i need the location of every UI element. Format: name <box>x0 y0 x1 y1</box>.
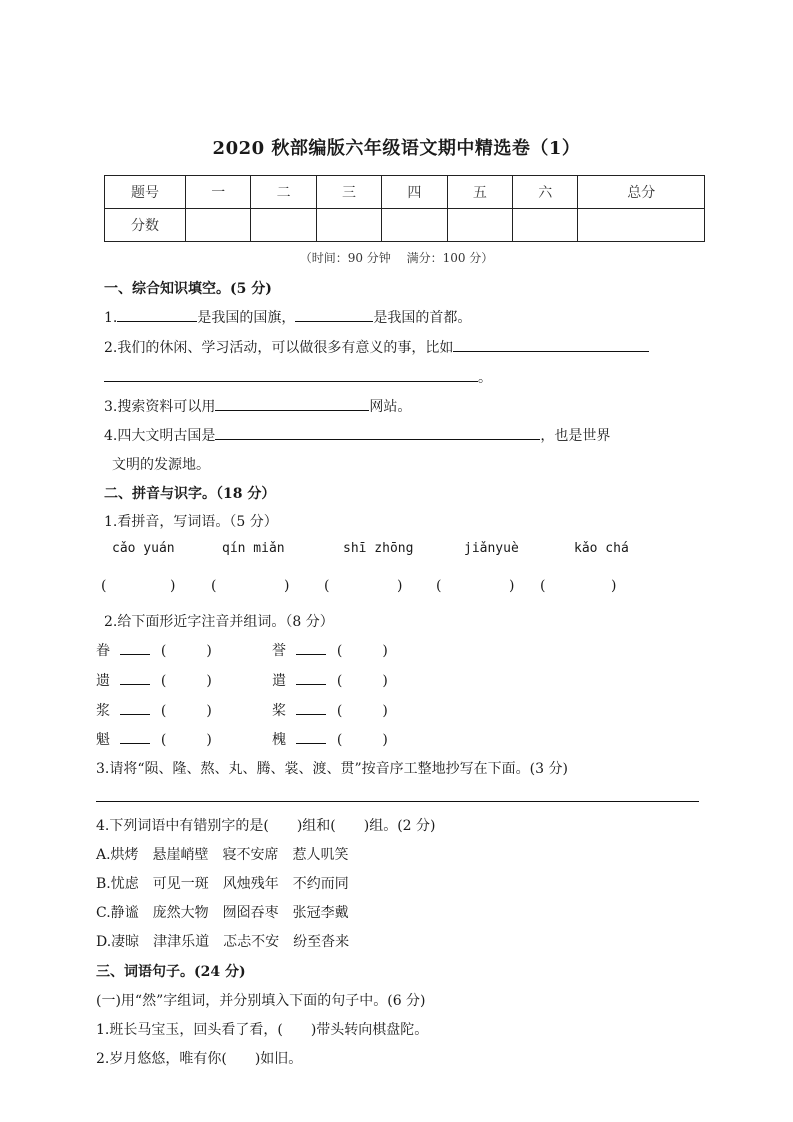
char-right: 槐 <box>272 732 286 748</box>
s1-q4-text: 4.四大文明古国是 <box>104 428 216 444</box>
s1-q2-text: 2.我们的休闲、学习活动，可以做很多有意义的事，比如 <box>104 340 454 356</box>
score-cell[interactable] <box>186 209 251 242</box>
page-title: 2020 秋部编版六年级语文期中精选卷（1） <box>212 138 581 159</box>
answer-blank[interactable] <box>296 670 326 685</box>
answer-blank[interactable] <box>296 640 326 655</box>
score-table <box>104 175 705 242</box>
char-row <box>272 640 388 660</box>
section-2-heading: 二、拼音与识字。（18 分） <box>104 486 276 502</box>
score-table-value-row <box>105 209 705 242</box>
option-d[interactable]: D.凄晾 津津乐道 忑忐不安 纷至沓来 <box>96 934 350 950</box>
paren-open: ( <box>336 703 343 719</box>
s2-q1-title: 1.看拼音，写词语。（5 分） <box>104 514 278 530</box>
paren-close: ) <box>382 673 388 689</box>
paren-close: ) <box>170 578 176 594</box>
option-a[interactable]: A.烘烤 悬崖峭壁 寝不安席 惹人叽笑 <box>96 847 349 863</box>
paren-close: ) <box>382 732 388 748</box>
answer-line[interactable] <box>96 801 699 802</box>
answer-blank[interactable] <box>120 700 150 715</box>
paren-open: ( <box>160 673 167 689</box>
score-header-cell: 五 <box>447 176 512 209</box>
s2-q2-title: 2.给下面形近字注音并组词。（8 分） <box>104 614 334 630</box>
s1-q1-mid: 是我国的国旗， <box>197 310 296 326</box>
paren-open: ( <box>336 732 343 748</box>
option-c[interactable]: C.静谧 庞然大物 囫囵吞枣 张冠李戴 <box>96 905 349 921</box>
s1-q1 <box>104 307 471 327</box>
char-row <box>272 700 388 720</box>
char-right: 遣 <box>272 673 286 689</box>
paren-open: ( <box>336 643 343 659</box>
score-header-cell: 总分 <box>578 176 705 209</box>
answer-blank[interactable] <box>117 307 197 322</box>
score-header-cell: 四 <box>382 176 447 209</box>
answer-blank[interactable] <box>120 729 150 744</box>
paren-open: ( <box>160 643 167 659</box>
s1-q2 <box>104 337 649 357</box>
s1-q3-text: 3.搜索资料可以用 <box>104 399 216 415</box>
char-row <box>96 729 212 749</box>
paren-open: ( <box>211 578 217 594</box>
score-header-cell: 一 <box>186 176 251 209</box>
paren-close: ) <box>206 643 212 659</box>
paren-open: ( <box>160 732 167 748</box>
paren-open: ( <box>336 673 343 689</box>
char-left: 浆 <box>96 703 110 719</box>
paren-close: ) <box>509 578 515 594</box>
answer-blank[interactable] <box>453 337 649 352</box>
char-row <box>96 700 212 720</box>
char-left: 眷 <box>96 643 110 659</box>
score-cell[interactable] <box>382 209 447 242</box>
score-cell[interactable] <box>316 209 381 242</box>
score-cell[interactable] <box>251 209 316 242</box>
answer-blank[interactable] <box>120 640 150 655</box>
pinyin-item: qín miǎn <box>222 541 285 556</box>
answer-blank[interactable] <box>215 396 369 411</box>
s3-sentence-2: 2.岁月悠悠，唯有你( )如旧。 <box>96 1051 303 1067</box>
paren-close: ) <box>206 703 212 719</box>
s2-q4-title: 4.下列词语中有错别字的是( )组和( )组。(2 分) <box>96 818 436 834</box>
paren-close: ) <box>206 732 212 748</box>
answer-blank[interactable] <box>295 307 373 322</box>
score-cell[interactable] <box>447 209 512 242</box>
char-row <box>96 640 212 660</box>
score-table-header-row <box>105 176 705 209</box>
paren-close: ) <box>284 578 290 594</box>
section-1-heading: 一、综合知识填空。(5 分) <box>104 281 272 297</box>
char-row <box>272 670 388 690</box>
option-b[interactable]: B.忧虑 可见一斑 风烛残年 不约而同 <box>96 876 349 892</box>
paren-close: ) <box>382 703 388 719</box>
paren-open: ( <box>324 578 330 594</box>
char-right: 桨 <box>272 703 286 719</box>
s1-q4-end: 文明的发源地。 <box>112 457 210 473</box>
paren-close: ) <box>611 578 617 594</box>
pinyin-item: cǎo yuán <box>112 541 175 556</box>
score-cell[interactable] <box>578 209 705 242</box>
s1-q2-cont <box>104 367 492 387</box>
score-header-cell: 二 <box>251 176 316 209</box>
char-left: 遗 <box>96 673 110 689</box>
paren-open: ( <box>436 578 442 594</box>
score-row-label: 分数 <box>105 209 186 242</box>
char-row <box>272 729 388 749</box>
answer-blank[interactable] <box>215 425 540 440</box>
score-header-cell: 题号 <box>105 176 186 209</box>
s2-q3-title: 3.请将“陨、隆、熬、丸、腾、裳、渡、贯”按音序工整地抄写在下面。(3 分) <box>96 761 568 777</box>
answer-blank[interactable] <box>120 670 150 685</box>
char-left: 魁 <box>96 732 110 748</box>
score-header-cell: 六 <box>513 176 578 209</box>
s1-q1-end: 是我国的首都。 <box>373 310 472 326</box>
s1-q4 <box>104 425 610 445</box>
answer-blank[interactable] <box>296 729 326 744</box>
s1-q1-number: 1. <box>104 310 118 326</box>
char-row <box>96 670 212 690</box>
pinyin-item: kǎo chá <box>574 541 629 556</box>
exam-note: （时间：90 分钟 满分：100 分） <box>299 251 494 265</box>
section-3-heading: 三、词语句子。(24 分) <box>96 964 246 980</box>
s3-sub1: (一)用“然”字组词，并分别填入下面的句子中。(6 分) <box>96 993 426 1009</box>
answer-blank[interactable] <box>296 700 326 715</box>
score-cell[interactable] <box>513 209 578 242</box>
paren-open: ( <box>160 703 167 719</box>
s1-q3-end: 网站。 <box>369 399 412 415</box>
score-header-cell: 三 <box>316 176 381 209</box>
s1-q2-end: 。 <box>478 370 492 386</box>
paren-open: ( <box>101 578 107 594</box>
paren-open: ( <box>540 578 546 594</box>
pinyin-item: shī zhōng <box>343 541 414 556</box>
paren-close: ) <box>206 673 212 689</box>
pinyin-item: jiǎnyuè <box>464 541 519 556</box>
s1-q3 <box>104 396 411 416</box>
paren-close: ) <box>382 643 388 659</box>
s3-sentence-1: 1.班长马宝玉，回头看了看，( )带头转向棋盘陀。 <box>96 1022 429 1038</box>
char-right: 誉 <box>272 643 286 659</box>
s1-q4-mid: ，也是世界 <box>540 428 611 444</box>
paren-close: ) <box>397 578 403 594</box>
answer-blank[interactable] <box>104 367 478 382</box>
